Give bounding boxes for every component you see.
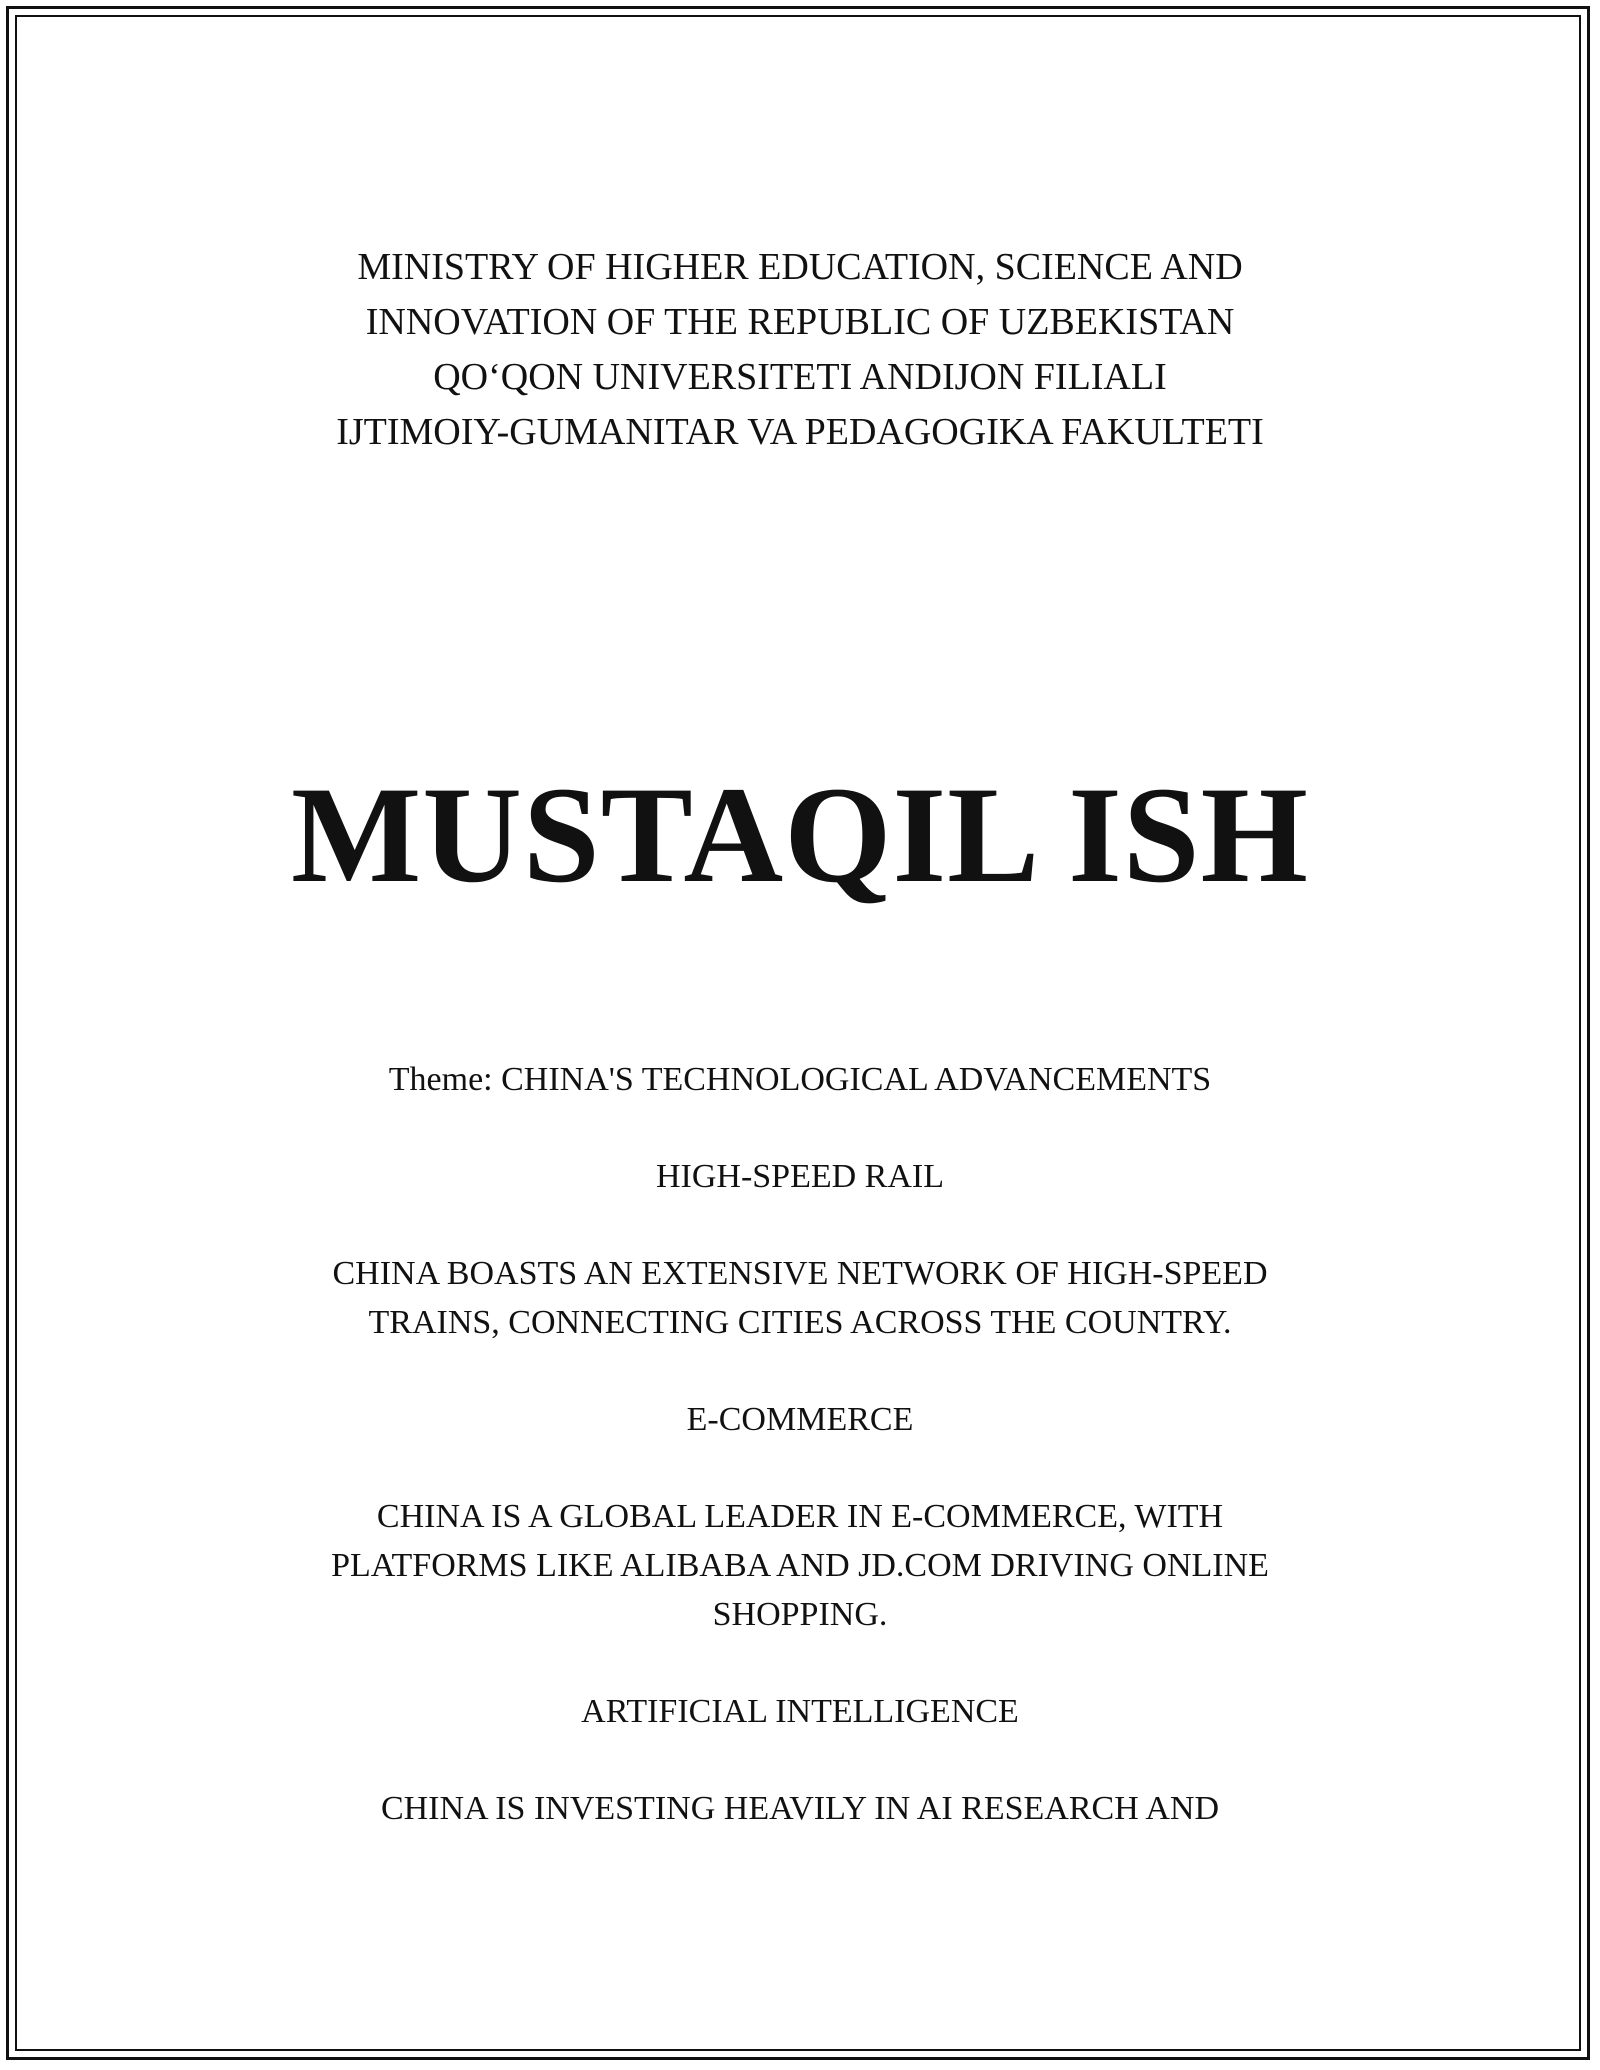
section-text-rail [240,1249,1360,1347]
theme-line: Theme: CHINA'S TECHNOLOGICAL ADVANCEMENTS [388,1061,1212,1098]
document-body [240,1055,1360,1881]
section-text-line: PLATFORMS LIKE ALIBABA AND JD.COM DRIVING ONLINE [331,1547,1269,1584]
document-title: MUSTAQIL ISH [291,758,1309,911]
section-text-line: TRAINS, CONNECTING CITIES ACROSS THE COUNTRY. [368,1304,1232,1341]
header-line-faculty: IJTIMOIY-GUMANITAR VA PEDAGOGIKA FAKULTETI [336,411,1264,453]
section-text-ecommerce [240,1492,1360,1639]
section-text-line: CHINA BOASTS AN EXTENSIVE NETWORK OF HIGH-SPEED [332,1255,1268,1292]
section-text-line: CHINA IS INVESTING HEAVILY IN AI RESEARCH AND [380,1790,1220,1827]
section-heading-ai: ARTIFICIAL INTELLIGENCE [581,1693,1019,1730]
header-line-ministry-1: MINISTRY OF HIGHER EDUCATION, SCIENCE AND [357,246,1243,288]
section-heading-ecommerce: E-COMMERCE [686,1401,914,1438]
header-line-ministry-2: INNOVATION OF THE REPUBLIC OF UZBEKISTAN [365,301,1235,343]
section-text-line: SHOPPING. [712,1596,888,1633]
header-line-university: QO‘QON UNIVERSITETI ANDIJON FILIALI [433,356,1167,398]
section-heading-rail: HIGH-SPEED RAIL [655,1158,945,1195]
institution-header [0,240,1600,460]
section-text-ai [240,1784,1360,1833]
section-text-line: CHINA IS A GLOBAL LEADER IN E-COMMERCE, WITH [376,1498,1224,1535]
